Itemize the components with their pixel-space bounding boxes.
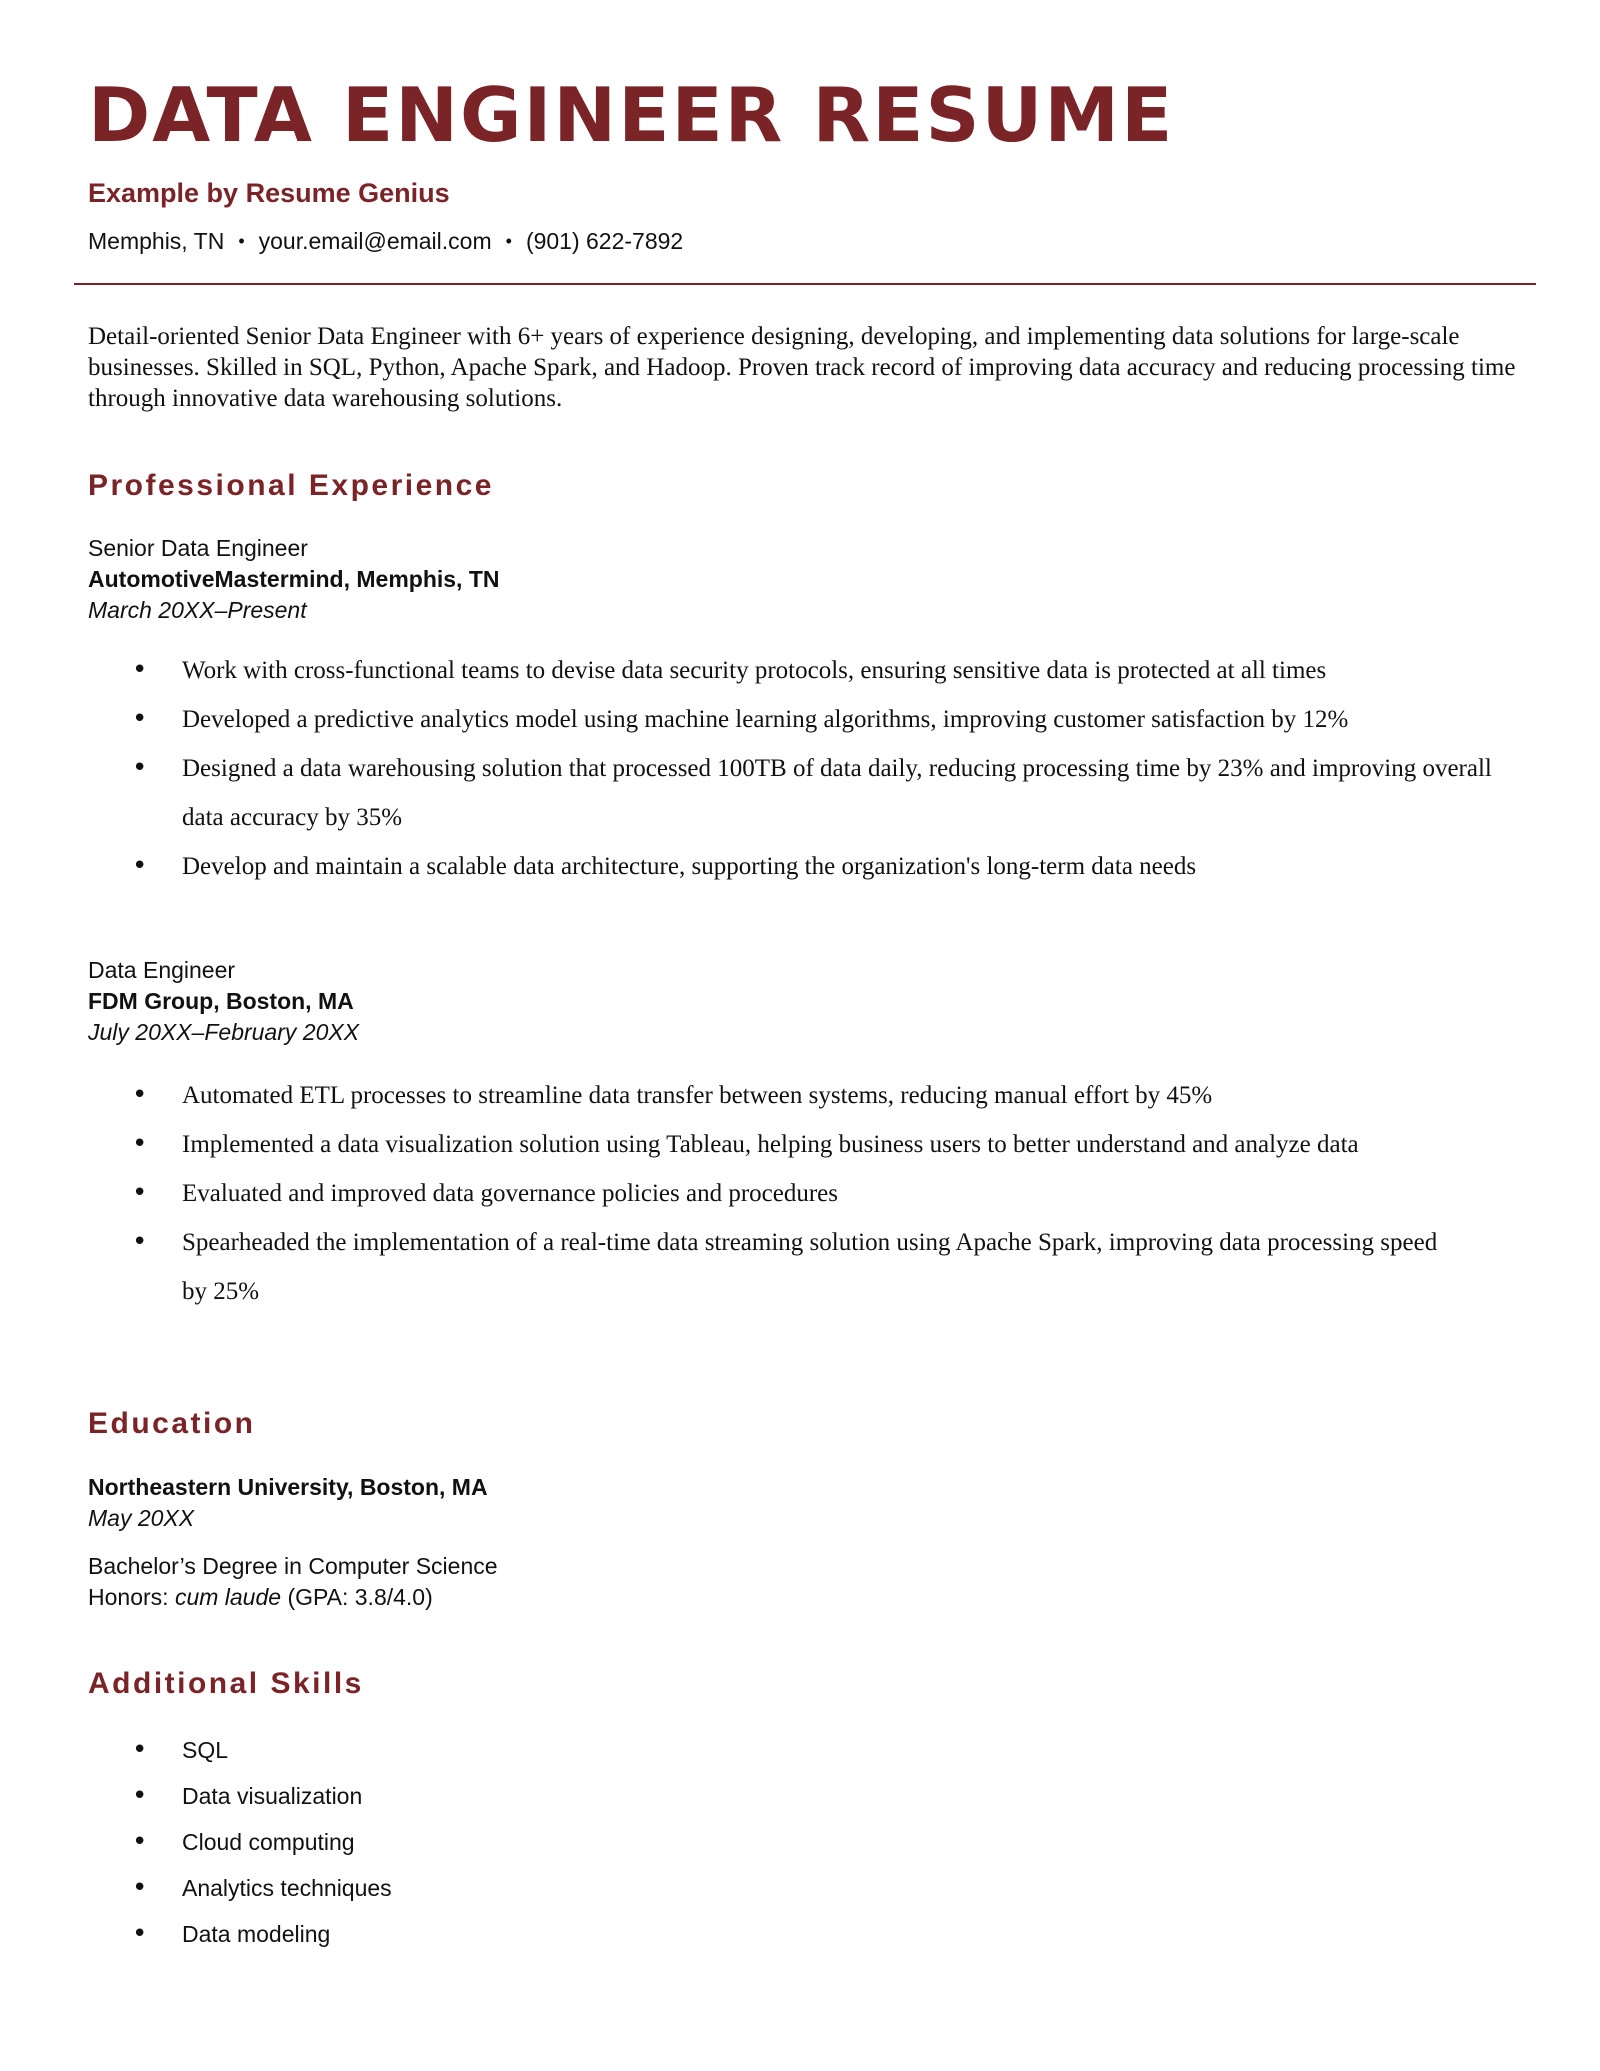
honors-label: Honors: <box>88 1584 175 1610</box>
contact-line <box>88 228 683 256</box>
job-bullet: • Implemented a data visualization solution using Tableau, helping business users to better understand and analyze data <box>88 1120 1558 1169</box>
contact-separator: • <box>505 231 512 251</box>
skills-list <box>88 1727 392 1957</box>
skill-item: • Data visualization <box>88 1773 392 1819</box>
job-company: AutomotiveMastermind, Memphis, TN <box>88 566 500 592</box>
resume-subtitle: Example by Resume Genius <box>88 178 450 208</box>
job-bullet: • Work with cross-functional teams to devise data security protocols, ensuring sensitive data is protected at all times <box>88 646 1558 695</box>
job-company: FDM Group, Boston, MA <box>88 988 354 1014</box>
contact-location: Memphis, TN <box>88 228 225 254</box>
job-dates: July 20XX–February 20XX <box>88 1019 360 1045</box>
contact-separator: • <box>238 231 245 251</box>
honors-gpa: (GPA: 3.8/4.0) <box>281 1584 433 1610</box>
education-degree: Bachelor’s Degree in Computer Science <box>88 1553 498 1579</box>
honors-value: cum laude <box>174 1584 282 1610</box>
education-heading: Education <box>88 1407 256 1440</box>
job-bullet: • Spearheaded the implementation of a real-time data streaming solution using Apache Spark, improving data processing speed by 25% <box>88 1218 1558 1316</box>
job-bullet: • Evaluated and improved data governance policies and procedures <box>88 1169 1558 1218</box>
skills-heading: Additional Skills <box>88 1667 364 1700</box>
job-bullet: • Designed a data warehousing solution that processed 100TB of data daily, reducing processing time by 23% and improving overall data accuracy by 35% <box>88 744 1558 842</box>
contact-phone: (901) 622-7892 <box>525 228 684 254</box>
experience-heading: Professional Experience <box>88 469 494 502</box>
job-dates: March 20XX–Present <box>88 597 307 623</box>
job-title: Data Engineer <box>88 957 236 983</box>
header-divider <box>74 283 1536 285</box>
education-honors <box>88 1585 433 1610</box>
contact-email: your.email@email.com <box>258 228 492 254</box>
job-title: Senior Data Engineer <box>88 535 308 561</box>
skill-item: • Cloud computing <box>88 1819 392 1865</box>
education-school: Northeastern University, Boston, MA <box>88 1474 488 1500</box>
education-date: May 20XX <box>88 1505 195 1531</box>
job-bullets <box>88 646 1558 891</box>
skill-item: • Data modeling <box>88 1911 392 1957</box>
skill-item: • SQL <box>88 1727 392 1773</box>
job-bullet: • Developed a predictive analytics model using machine learning algorithms, improving customer satisfaction by 12% <box>88 695 1558 744</box>
job-bullets <box>88 1071 1558 1316</box>
professional-summary: Detail-oriented Senior Data Engineer with 6+ years of experience designing, developing, and implementing data solutions for large-scale businesses. Skilled in SQL, Python, Apache Spark, and Hadoop. Proven track record of improving data accuracy and reducing processing time through innovative data warehousing solutions. <box>88 323 1516 412</box>
skill-item: • Analytics techniques <box>88 1865 392 1911</box>
resume-title: DATA ENGINEER RESUME <box>88 71 1175 159</box>
job-bullet: • Automated ETL processes to streamline data transfer between systems, reducing manual effort by 45% <box>88 1071 1558 1120</box>
job-bullet: • Develop and maintain a scalable data architecture, supporting the organization's long-term data needs <box>88 842 1558 891</box>
